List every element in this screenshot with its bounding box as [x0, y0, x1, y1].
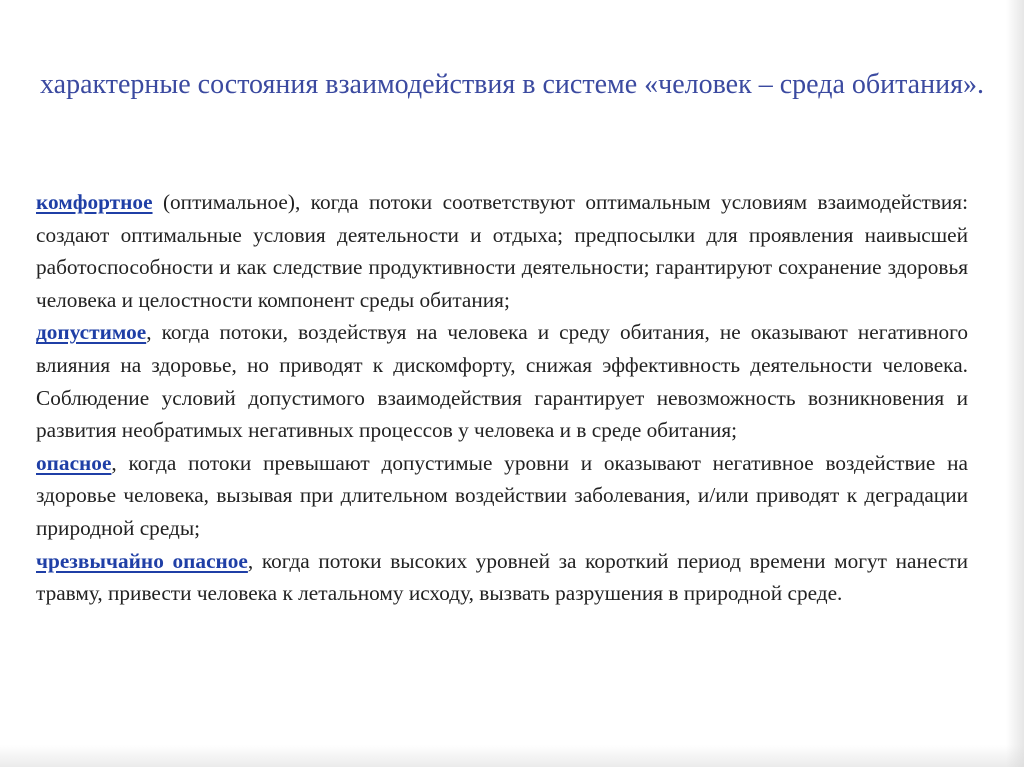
list-item-dangerous [36, 447, 968, 545]
list-item-comfortable [36, 186, 968, 316]
item-text-comfortable: (оптимальное), когда потоки соответствуют оптимальным условиям взаимодействия: создают оптимальные условия деятельности и отдыха; предпосылки для проявления наивысшей работоспособности и как следствие продуктивности деятельности; гарантируют сохранение здоровья человека и целостности компонент среды обитания; [36, 190, 968, 312]
item-text-extremely-dangerous: , когда потоки высоких уровней за короткий период времени могут нанести травму, привести человека к летальному исходу, вызвать разрушения в природной среде. [36, 548, 968, 606]
slide-body [36, 186, 968, 610]
slide-edge-shadow-bottom [0, 745, 1024, 767]
list-item-extremely-dangerous [36, 545, 968, 610]
term-acceptable: допустимое [36, 320, 147, 345]
slide-edge-shadow-right [1006, 0, 1024, 767]
list-item-acceptable [36, 316, 968, 446]
term-extremely-dangerous: чрезвычайно опасное [36, 548, 248, 573]
item-text-acceptable: , когда потоки, воздействуя на человека и среду обитания, не оказывают негативного влияния на здоровье, но приводят к дискомфорту, снижая эффективность деятельности человека. Соблюдение условий допустимого взаимодействия гарантирует невозможность возникновения и развития необратимых негативных процессов у человека и в среде обитания; [36, 320, 968, 443]
term-dangerous: опасное [36, 450, 112, 475]
slide-title: характерные состояния взаимодействия в системе «человек – среда обитания». [40, 69, 984, 100]
item-text-dangerous: , когда потоки превышают допустимые уровни и оказывают негативное воздействие на здоровье человека, вызывая при длительном воздействии заболевания, и/или приводят к деградации природной среды; [36, 450, 968, 540]
term-comfortable: комфортное [36, 190, 153, 214]
